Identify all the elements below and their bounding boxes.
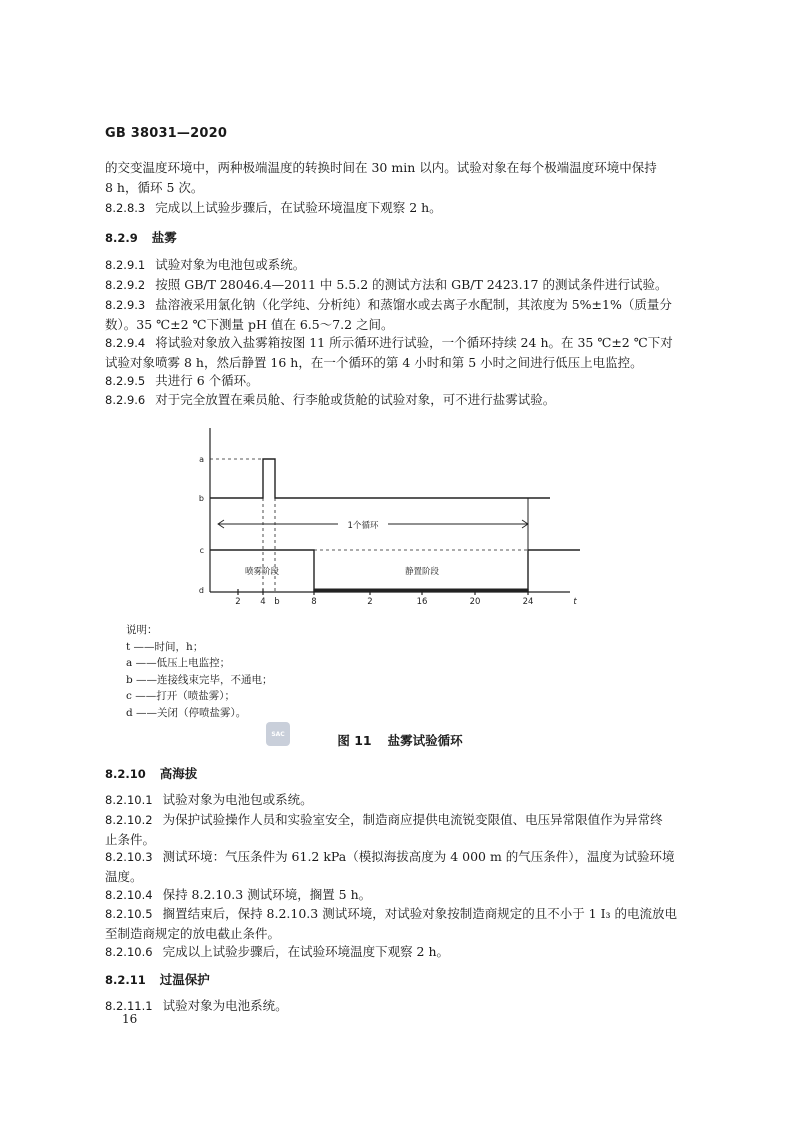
legend-item: b ——连接线束完毕，不通电； <box>126 673 273 686</box>
clause-8-2-10-2 <box>105 810 697 850</box>
legend-title: 说明： <box>126 624 158 636</box>
clause-text: 盐溶液采用氯化钠（化学纯、分析纯）和蒸馏水或去离子水配制，其浓度为 5%±1%（质量分 <box>155 297 672 312</box>
section-heading-8-2-11 <box>105 970 210 988</box>
clause-text: 试验对象为电池包或系统。 <box>155 257 306 272</box>
paragraph-line: 8 h，循环 5 次。 <box>105 180 204 195</box>
clause-8-2-9-2 <box>105 275 697 295</box>
section-heading-8-2-9 <box>105 228 177 246</box>
x-axis-label: t <box>573 597 577 607</box>
clause-number: 8.2.9.6 <box>105 393 146 407</box>
legend-item: c ——打开（喷盐雾）； <box>126 690 235 702</box>
clause-number: 8.2.10.4 <box>105 888 153 902</box>
y-label-d: d <box>198 586 204 595</box>
y-label-b: b <box>198 494 204 503</box>
legend-item: a ——低压上电监控； <box>126 657 231 669</box>
spray-on-next-cycle <box>528 550 580 592</box>
clause-8-2-10-3 <box>105 847 697 887</box>
clause-number: 8.2.9.1 <box>105 258 146 272</box>
clause-8-2-10-4 <box>105 885 697 905</box>
y-label-a: a <box>199 455 204 464</box>
clause-number: 8.2.10.6 <box>105 945 153 959</box>
clause-8-2-9-3 <box>105 295 697 335</box>
x-tick-label: 20 <box>469 597 481 607</box>
section-number: 8.2.10 <box>105 767 146 781</box>
clause-text: 保持 8.2.10.3 测试环境，搁置 5 h。 <box>162 887 372 902</box>
section-title: 高海拔 <box>159 766 198 781</box>
section-title: 过温保护 <box>159 972 210 987</box>
clause-number: 8.2.9.2 <box>105 278 146 292</box>
clause-text: 测试环境：气压条件为 61.2 kPa（模拟海拔高度为 4 000 m 的气压条件），温度为试验环境 <box>162 849 675 864</box>
clause-number: 8.2.10.1 <box>105 793 153 807</box>
x-tick-label: 2 <box>235 597 241 607</box>
x-tick-label: 16 <box>416 597 428 607</box>
clause-text: 将试验对象放入盐雾箱按图 11 所示循环进行试验，一个循环持续 24 h。在 35 ℃±2 ℃下对 <box>155 335 673 350</box>
clause-text: 对于完全放置在乘员舱、行李舱或货舱的试验对象，可不进行盐雾试验。 <box>155 392 556 407</box>
clause-8-2-11-1 <box>105 996 697 1016</box>
clause-number: 8.2.9.4 <box>105 336 146 350</box>
clause-number: 8.2.8.3 <box>105 201 146 215</box>
clause-8-2-9-4 <box>105 333 697 373</box>
figure-label: 图 11 <box>337 733 372 748</box>
paragraph-continuation <box>105 158 697 198</box>
figure-legend <box>126 622 273 721</box>
clause-text: 搁置结束后，保持 8.2.10.3 测试环境，对试验对象按制造商规定的且不小于 1 I₃ 的电流放电 <box>162 906 678 921</box>
y-label-c: c <box>199 546 204 555</box>
page-number: 16 <box>122 1012 138 1026</box>
clause-text-continued: 至制造商规定的放电截止条件。 <box>105 926 281 941</box>
clause-8-2-9-5 <box>105 371 697 391</box>
clause-text: 完成以上试验步骤后，在试验环境温度下观察 2 h。 <box>162 944 450 959</box>
clause-number: 8.2.10.2 <box>105 813 153 827</box>
rest-phase-label: 静置阶段 <box>404 567 440 577</box>
clause-8-2-8-3 <box>105 198 697 218</box>
spray-phase-label: 喷雾阶段 <box>244 567 280 577</box>
monitor-signal-line <box>210 459 550 498</box>
figure-title: 盐雾试验循环 <box>387 733 463 748</box>
x-tick-label: 4 <box>260 597 266 607</box>
clause-number: 8.2.9.5 <box>105 374 146 388</box>
clause-text: 试验对象为电池包或系统。 <box>162 792 313 807</box>
clause-text: 试验对象为电池系统。 <box>162 998 288 1013</box>
x-tick-label: 24 <box>522 597 534 607</box>
clause-number: 8.2.10.3 <box>105 850 153 864</box>
paragraph-line: 的交变温度环境中，两种极端温度的转换时间在 30 min 以内。试验对象在每个极端温度环境中保持 <box>105 160 657 175</box>
clause-text-continued: 试验对象喷雾 8 h，然后静置 16 h，在一个循环的第 4 小时和第 5 小时之间进行低压上电监控。 <box>105 355 643 370</box>
clause-8-2-10-1 <box>105 790 697 810</box>
clause-8-2-9-6 <box>105 390 697 410</box>
section-heading-8-2-10 <box>105 764 197 782</box>
clause-8-2-9-1 <box>105 255 697 275</box>
legend-item: d ——关闭（停喷盐雾）。 <box>126 706 247 719</box>
clause-text-continued: 温度。 <box>105 869 143 884</box>
figure-caption <box>0 731 800 749</box>
x-tick-label: 8 <box>311 597 317 607</box>
clause-number: 8.2.11.1 <box>105 999 153 1013</box>
clause-text: 按照 GB/T 28046.4—2011 中 5.5.2 的测试方法和 GB/T 2423.17 的测试条件进行试验。 <box>155 277 668 292</box>
clause-number: 8.2.9.3 <box>105 298 146 312</box>
section-number: 8.2.9 <box>105 231 138 245</box>
standard-header: GB 38031—2020 <box>105 126 228 141</box>
x-tick-label: 2 <box>367 597 373 607</box>
x-tick-label: b <box>274 597 280 607</box>
section-number: 8.2.11 <box>105 973 146 987</box>
sac-watermark-logo: SAC <box>266 722 290 746</box>
legend-item: t ——时间，h； <box>126 640 204 653</box>
cycle-label: 1个循环 <box>347 521 379 531</box>
salt-spray-cycle-diagram <box>190 418 590 610</box>
clause-8-2-10-6 <box>105 942 697 962</box>
clause-8-2-10-5 <box>105 904 697 944</box>
clause-text: 为保护试验操作人员和实验室安全，制造商应提供电流锐变限值、电压异常限值作为异常终 <box>162 812 663 827</box>
clause-text: 完成以上试验步骤后，在试验环境温度下观察 2 h。 <box>155 200 442 215</box>
clause-text-continued: 数）。35 ℃±2 ℃下测量 pH 值在 6.5～7.2 之间。 <box>105 317 394 332</box>
clause-number: 8.2.10.5 <box>105 907 153 921</box>
section-title: 盐雾 <box>151 230 177 245</box>
clause-text-continued: 止条件。 <box>105 832 156 847</box>
clause-text: 共进行 6 个循环。 <box>155 373 259 388</box>
